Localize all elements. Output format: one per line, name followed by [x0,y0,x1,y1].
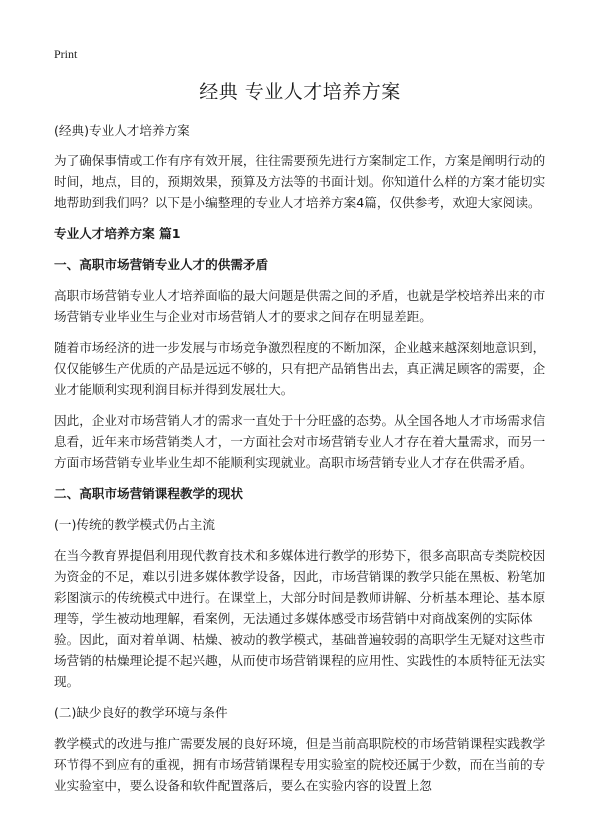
document-subtitle: (经典)专业人才培养方案 [54,123,190,138]
heading-1: 一、高职市场营销专业人才的供需矛盾 [54,257,269,272]
paragraph-3: 因此，企业对市场营销人才的需求一直处于十分旺盛的态势。从全国各地人才市场需求信息看，近年来市场营销类人才，一方面社会对市场营销专业人才存在着大量需求，而另一方面市场营销专业毕业生却不能顺利实现就业。高职市场营销专业人才存在供需矛盾。 [54,413,546,470]
subheading-2: (二)缺少良好的教学环境与条件 [54,705,228,720]
subheading-1: (一)传统的教学模式仍占主流 [54,517,215,532]
document-body [54,120,556,806]
paragraph-2: 随着市场经济的进一步发展与市场竞争激烈程度的不断加深，企业越来越深刻地意识到，仅仅能够生产优质的产品是远远不够的，只有把产品销售出去，真正满足顾客的需要，企业才能顺利实现利润目标并得到发展壮大。 [54,340,546,397]
intro-paragraph: 为了确保事情或工作有序有效开展，往往需要预先进行方案制定工作，方案是阐明行动的时间，地点，目的，预期效果，预算及方法等的书面计划。你知道什么样的方案才能切实地帮助到我们吗？以下是小编整理的专业人才培养方案4篇，仅供参考，欢迎大家阅读。 [54,153,546,210]
section-title: 专业人才培养方案 篇1 [54,226,181,241]
heading-2: 二、高职市场营销课程教学的现状 [54,486,243,501]
print-link[interactable]: Print [54,47,78,61]
page-title: 经典 专业人才培养方案 [199,81,401,103]
paragraph-1: 高职市场营销专业人才培养面临的最大问题是供需之间的矛盾，也就是学校培养出来的市场营销专业毕业生与企业对市场营销人才的要求之间存在明显差距。 [54,288,546,324]
paragraph-4: 在当今教育界提倡利用现代教育技术和多媒体进行教学的形势下，很多高职高专类院校因为资金的不足，难以引进多媒体教学设备，因此，市场营销课的教学只能在黑板、粉笔加彩图演示的传统模式中进行。在课堂上，大部分时间是教师讲解、分析基本理论、基本原理等，学生被动地理解，看案例，无法通过多媒体感受市场营销中对商战案例的实际体验。因此，面对着单调、枯燥、被动的教学模式，基础普遍较弱的高职学生无疑对这些市场营销的枯燥理论提不起兴趣，从而使市场营销课程的应用性、实践性的本质特征无法实现。 [54,548,546,689]
paragraph-5: 教学模式的改进与推广需要发展的良好环境，但是当前高职院校的市场营销课程实践教学环节得不到应有的重视，拥有市场营销课程专用实验室的院校还属于少数，而在当前的专业实验室中，要么设备和软件配置落后，要么在实验内容的设置上忽 [54,736,546,793]
